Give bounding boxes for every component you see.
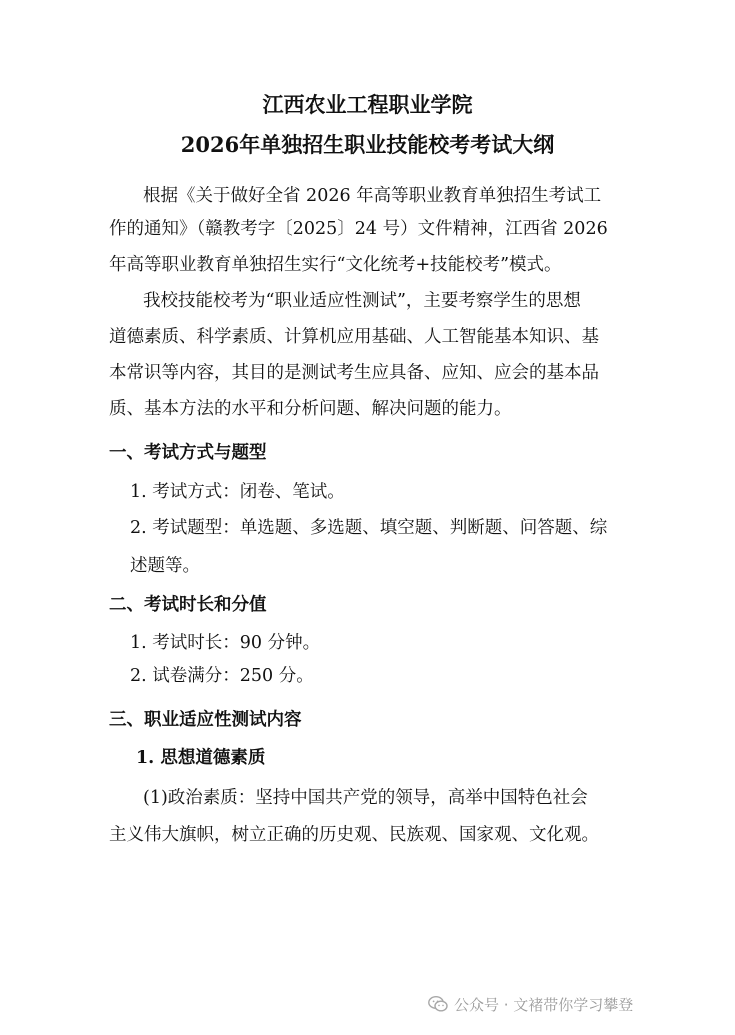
intro-p1-line3: 年高等职业教育单独招生实行“文化统考+技能校考”模式。	[109, 255, 562, 275]
intro-p1-line2: 作的通知》（赣教考字〔2025〕24 号）文件精神，江西省 2026	[109, 219, 608, 239]
document-title-line2: 2026年单独招生职业技能校考考试大纲	[180, 132, 555, 157]
section2-item1: 1. 考试时长：90 分钟。	[130, 633, 321, 653]
intro-p2-line2: 道德素质、科学素质、计算机应用基础、人工智能基本知识、基	[109, 327, 599, 347]
section3-para-line2: 主义伟大旗帜，树立正确的历史观、民族观、国家观、文化观。	[109, 825, 599, 845]
intro-p2-line4: 质、基本方法的水平和分析问题、解决问题的能力。	[109, 399, 512, 419]
section2-item2: 2. 试卷满分：250 分。	[130, 666, 314, 686]
section2-heading: 二、考试时长和分值	[109, 595, 267, 615]
section3-sub1-heading: 1. 思想道德素质	[136, 748, 266, 768]
wechat-watermark	[428, 992, 633, 1016]
intro-p1-line1: 根据《关于做好全省 2026 年高等职业教育单独招生考试工	[143, 186, 602, 206]
intro-p2-line1: 我校技能校考为“职业适应性测试”，主要考察学生的思想	[143, 291, 581, 311]
intro-p2-line3: 本常识等内容，其目的是测试考生应具备、应知、应会的基本品	[109, 363, 599, 383]
section3-heading: 三、职业适应性测试内容	[109, 710, 302, 730]
section1-heading: 一、考试方式与题型	[109, 443, 267, 463]
section1-item2-line1: 2. 考试题型：单选题、多选题、填空题、判断题、问答题、综	[130, 518, 608, 538]
watermark-text: 公众号 · 文褚带你学习攀登	[454, 995, 634, 1014]
wechat-icon	[428, 995, 448, 1013]
section3-para-line1: (1)政治素质：坚持中国共产党的领导，高举中国特色社会	[143, 788, 588, 808]
section1-item2-line2: 述题等。	[130, 556, 200, 576]
section1-item1: 1. 考试方式：闭卷、笔试。	[130, 482, 345, 502]
document-title-line1: 江西农业工程职业学院	[262, 92, 473, 117]
